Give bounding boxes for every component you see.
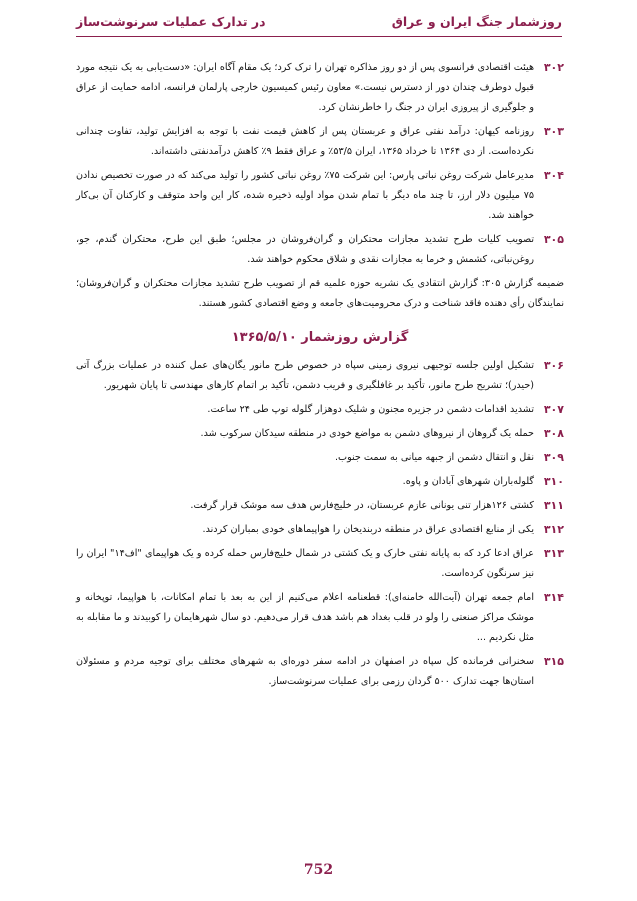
- page-header: [76, 8, 562, 34]
- entry-text: تصویب کلیات طرح تشدید مجازات محتکران و گران‌فروشان در مجلس؛ طبق این طرح، محتکران گندم، جو، روغن‌نباتی، کشمش و خرما به مجازات نقدی و شلاق محکوم خواهند شد.: [76, 234, 534, 265]
- entry-305: [76, 230, 564, 270]
- entry-text: هیئت اقتصادی فرانسوی پس از دو روز مذاکره تهران را ترک کرد؛ یک مقام آگاه ایران: «دست‌یابی به یک نتیجه مورد قبول دوطرف چندان دور از دسترس نیست.» معاون رئیس کمیسیون خارجی پارلمان فرانسه، ادامه حمایت از عراق و جلوگیری از پیروزی ایران در جنگ را خاطرنشان کرد.: [76, 62, 534, 113]
- appendix-text: گزارش انتقادی یک نشریه حوزه علمیه قم از تصویب طرح تشدید مجازات محتکران و گران‌فروشان؛ نمایندگان رأی دهنده فاقد شناخت و درک محرومیت‌های جامعه و وضع اقتصادی کشور هستند.: [76, 278, 564, 309]
- entry-text: یکی از منابع اقتصادی عراق در منطقه دربندیخان را هواپیماهای خودی بمباران کردند.: [202, 524, 534, 535]
- running-title-book: روزشمار جنگ ایران و عراق: [391, 13, 562, 29]
- entry-text: کشتی ۱۲۶هزار تنی یونانی عازم عربستان، در خلیج‌فارس هدف سه موشک قرار گرفت.: [190, 500, 534, 511]
- entry-number: ۳۰۸: [543, 427, 564, 440]
- entry-text: گلوله‌باران شهرهای آبادان و پاوه.: [402, 476, 534, 487]
- page-body: [76, 58, 564, 696]
- entry-number: ۳۱۲: [543, 523, 564, 536]
- entry-number: ۳۱۱: [543, 499, 564, 512]
- entry-number: ۳۰۶: [543, 359, 564, 372]
- entry-text: مدیرعامل شرکت روغن نباتی پارس: این شرکت ۷۵٪ روغن نباتی کشور را تولید می‌کند که در صورت تخصیص ندادن ۷۵ میلیون دلار ارز، تا چند ماه دیگر با تمام شدن مواد اولیه ذخیره شده، کار این واحد متوقف و کارکنان آن بی‌کار خواهند شد.: [76, 170, 535, 221]
- entry-text: نقل و انتقال دشمن از جبهه میانی به سمت جنوب.: [334, 452, 534, 463]
- entry-text: روزنامه کیهان: درآمد نفتی عراق و عربستان پس از کاهش قیمت نفت با توجه به افزایش تولید، تفاوت چندانی نکرده‌است. از دی ۱۳۶۴ تا خرداد ۱۳۶۵، ایران ۵۳/۵٪ و عراق فقط ۹٪ کاهش درآمدنفتی داشته‌اند.: [76, 126, 534, 157]
- entry-text: تشکیل اولین جلسه توجیهی نیروی زمینی سپاه در خصوص طرح مانور یگان‌های عمل کننده در عملیات بزرگ آتی (حیدر)؛ تشریح طرح مانور، تأکید بر غافلگیری و فریب دشمن، تأکید بر اتمام کارهای مهندسی تا پایان شهریور.: [76, 360, 534, 391]
- entry-number: ۳۱۴: [543, 591, 564, 604]
- entry-text: عراق ادعا کرد که به پایانه نفتی خارک و یک کشتی در شمال خلیج‌فارس حمله کرده و یک هواپیمای "اف۱۴" ایران را نیز سرنگون کرده‌است.: [76, 548, 534, 579]
- appendix-label: ضمیمه گزارش ۳۰۵:: [481, 278, 565, 289]
- entry-number: ۳۰۲: [543, 61, 564, 74]
- entry-304: [76, 166, 564, 226]
- entry-308: [76, 424, 564, 444]
- entry-302: [76, 58, 564, 118]
- entry-text: حمله یک گروهان از نیروهای دشمن به مواضع خودی در منطقه سیدکان سرکوب شد.: [200, 428, 534, 439]
- entry-number: ۳۱۵: [543, 655, 564, 668]
- entry-307: [76, 400, 564, 420]
- entry-text: سخنرانی فرمانده کل سپاه در اصفهان در ادامه سفر دوره‌ای به شهرهای مختلف برای توجیه مردم و مسئولان استان‌ها جهت تدارک ۵۰۰ گردان رزمی برای عملیات سرنوشت‌ساز.: [76, 656, 534, 687]
- entry-number: ۳۱۰: [543, 475, 564, 488]
- entry-text: امام جمعه تهران (آیت‌الله خامنه‌ای): قطعنامه اعلام می‌کنیم از این به بعد با تمام امکانات، با هواپیما، توپخانه و موشک مراکز صنعتی را ولو در قلب بغداد هم باشد هدف قرار می‌دهیم. دو سال شهرهایمان را کوبیدند و ما مقابله به مثل نکردیم ...: [76, 592, 534, 643]
- entry-315: [76, 652, 564, 692]
- entry-number: ۳۰۹: [543, 451, 564, 464]
- entry-number: ۳۱۳: [543, 547, 564, 560]
- entry-number: ۳۰۴: [543, 169, 564, 182]
- entry-number: ۳۰۷: [543, 403, 564, 416]
- entry-310: [76, 472, 564, 492]
- entry-311: [76, 496, 564, 516]
- page-number: 752: [303, 862, 334, 878]
- entry-314: [76, 588, 564, 648]
- running-title-chapter: در تدارک عملیات سرنوشت‌ساز: [76, 13, 266, 29]
- entry-text: تشدید اقدامات دشمن در جزیره مجنون و شلیک دوهزار گلوله توپ طی ۲۴ ساعت.: [207, 404, 534, 415]
- entry-313: [76, 544, 564, 584]
- entry-number: ۳۰۳: [543, 125, 564, 138]
- appendix-305: [76, 274, 564, 314]
- entry-number: ۳۰۵: [543, 233, 564, 246]
- entry-309: [76, 448, 564, 468]
- entry-306: [76, 356, 564, 396]
- header-rule: [76, 36, 562, 37]
- entry-312: [76, 520, 564, 540]
- section-heading: گزارش روزشمار ۱۳۶۵/۵/۱۰: [231, 330, 409, 345]
- entry-303: [76, 122, 564, 162]
